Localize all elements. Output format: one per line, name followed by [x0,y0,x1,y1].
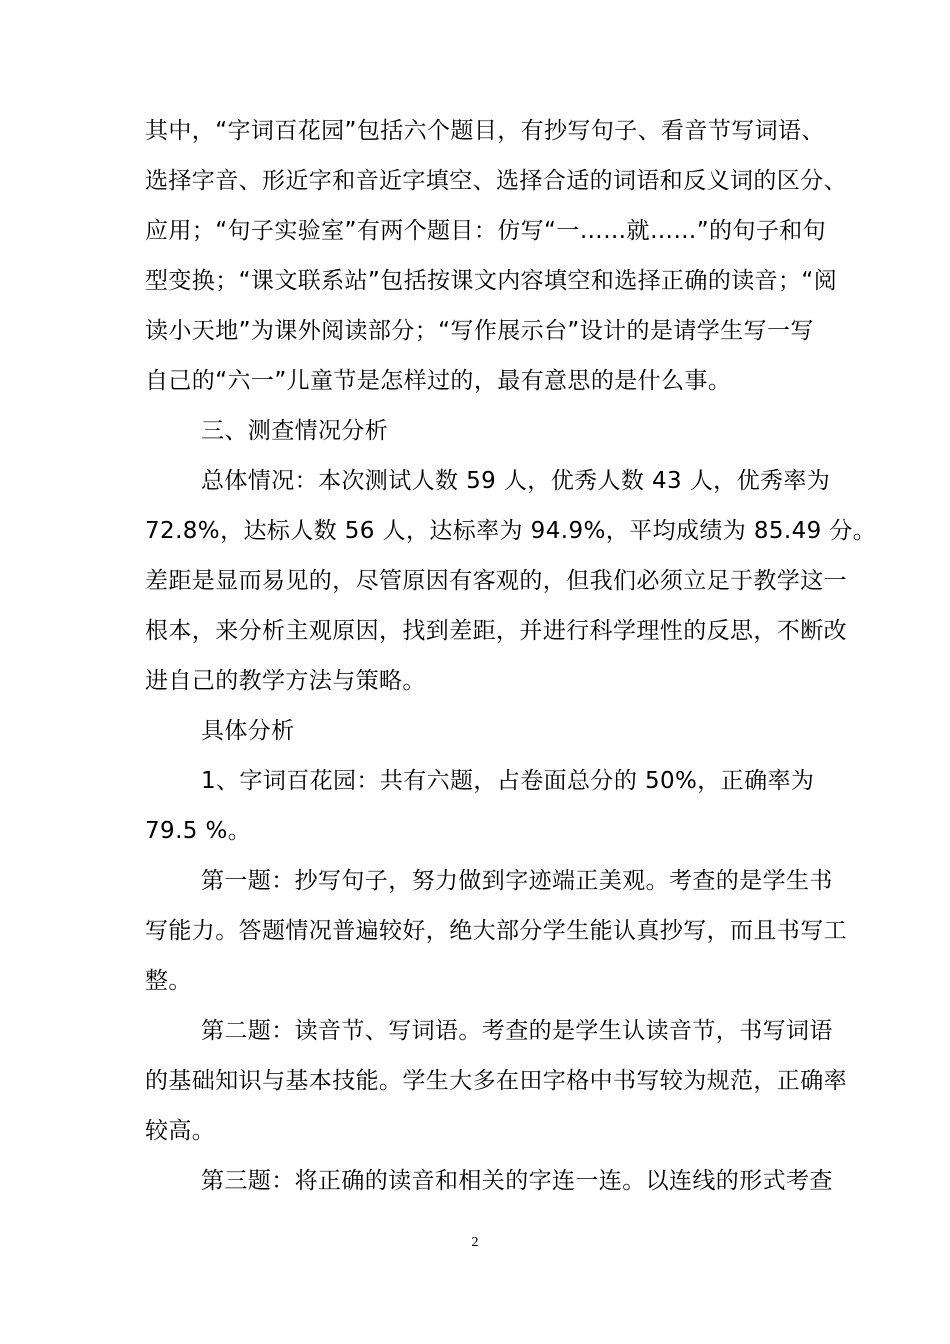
text-line: 型变换；“课文联系站”包括按课文内容填空和选择正确的读音；“阅 [145,268,838,294]
text-line: 读小天地”为课外阅读部分；“写作展示台”设计的是请学生写一写 [145,318,814,344]
text-line: 根本，来分析主观原因，找到差距，并进行科学理性的反思，不断改 [145,618,847,644]
text-line: 第三题：将正确的读音和相关的字连一连。以连线的形式考查 [201,1168,833,1194]
text-line: 79.5 %。 [145,818,252,844]
text-line: 应用；“句子实验室”有两个题目：仿写“一……就……”的句子和句 [145,218,827,244]
text-line: 的基础知识与基本技能。学生大多在田字格中书写较为规范，正确率 [145,1068,847,1094]
text-line: 第一题：抄写句子，努力做到字迹端正美观。考查的是学生书 [201,868,833,894]
text-line: 整。 [145,968,192,994]
text-line: 总体情况：本次测试人数 59 人，优秀人数 43 人，优秀率为 [201,468,831,494]
text-line: 其中，“字词百花园”包括六个题目，有抄写句子、看音节写词语、 [145,118,825,144]
text-line: 较高。 [145,1118,216,1144]
text-line: 自己的“六一”儿童节是怎样过的，最有意思的是什么事。 [145,368,732,394]
text-line: 进自己的教学方法与策略。 [145,668,426,694]
text-line: 选择字音、形近字和音近字填空、选择合适的词语和反义词的区分、 [145,168,847,194]
text-line: 72.8%，达标人数 56 人，达标率为 94.9%，平均成绩为 85.49 分。 [145,518,877,544]
page-number: 2 [471,1235,479,1250]
section-heading: 三、测查情况分析 [201,418,389,444]
text-line: 1、字词百花园：共有六题，占卷面总分的 50%，正确率为 [201,768,815,794]
text-line: 差距是显而易见的，尽管原因有客观的，但我们必须立足于教学这一 [145,568,847,594]
text-line: 写能力。答题情况普遍较好，绝大部分学生能认真抄写，而且书写工 [145,918,847,944]
text-line: 第二题：读音节、写词语。考查的是学生认读音节，书写词语 [201,1018,833,1044]
subsection-heading: 具体分析 [201,718,295,744]
